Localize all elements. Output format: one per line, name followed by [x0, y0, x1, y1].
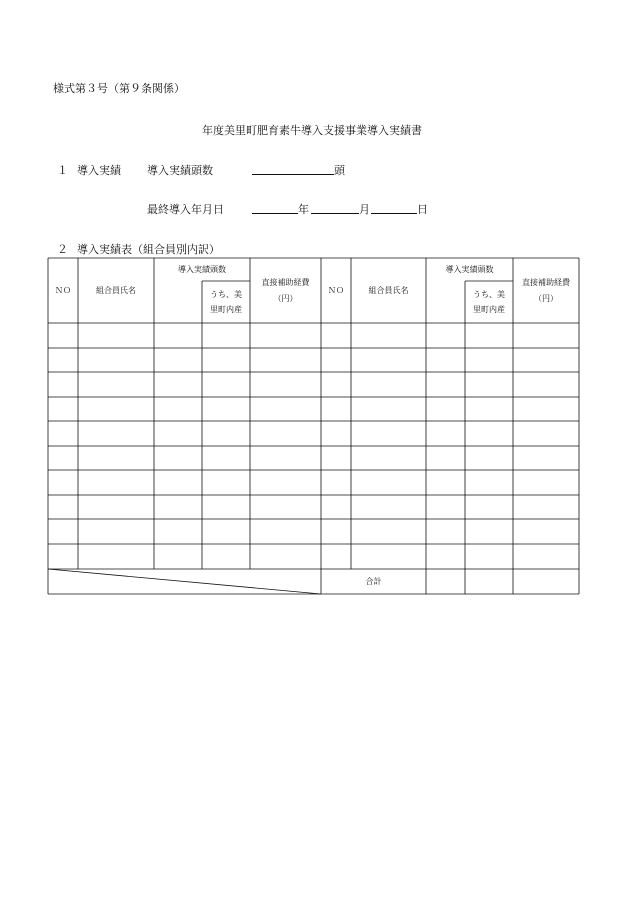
document-title: 年度美里町肥育素牛導入支援事業導入実績書 [202, 124, 422, 137]
header-no-right: ＮＯ [328, 285, 344, 295]
header-local-left-line2: 里町内産 [210, 305, 242, 314]
date-label: 最終導入年月日 [147, 203, 224, 216]
section2-number: ２ [57, 243, 68, 256]
header-count-left: 導入実績頭数 [178, 264, 226, 274]
head-count-label: 導入実績頭数 [147, 164, 213, 177]
header-local-left-line1: うち、美 [210, 289, 242, 299]
month-unit: 月 [359, 203, 370, 216]
header-subsidy-left-line1: 直接補助経費 [261, 278, 310, 288]
header-local-right [465, 281, 513, 323]
header-subsidy-right-line2: （円） [534, 293, 558, 303]
section1-number: １ [57, 164, 68, 177]
header-name-left: 組合員氏名 [96, 285, 136, 295]
day-unit: 日 [417, 203, 428, 216]
form-number: 様式第３号（第９条関係） [53, 82, 185, 95]
year-unit: 年 [298, 203, 309, 216]
section1-heading: 導入実績 [77, 164, 121, 177]
header-local-left [202, 281, 250, 323]
header-local-right-line2: 里町内産 [473, 305, 505, 314]
header-local-right-line1: うち、美 [473, 289, 505, 299]
header-subsidy-left-line2: （円） [273, 293, 298, 303]
header-count-right: 導入実績頭数 [445, 264, 494, 274]
total-label: 合計 [365, 576, 382, 586]
header-subsidy-left [250, 258, 321, 323]
header-name-right: 組合員氏名 [368, 285, 409, 295]
header-subsidy-right-line1: 直接補助経費 [522, 278, 570, 288]
section2-heading: 導入実績表（組合員別内訳） [77, 243, 220, 256]
header-no-left: ＮＯ [55, 285, 71, 295]
header-subsidy-right [513, 258, 579, 323]
head-count-unit: 頭 [334, 164, 345, 177]
